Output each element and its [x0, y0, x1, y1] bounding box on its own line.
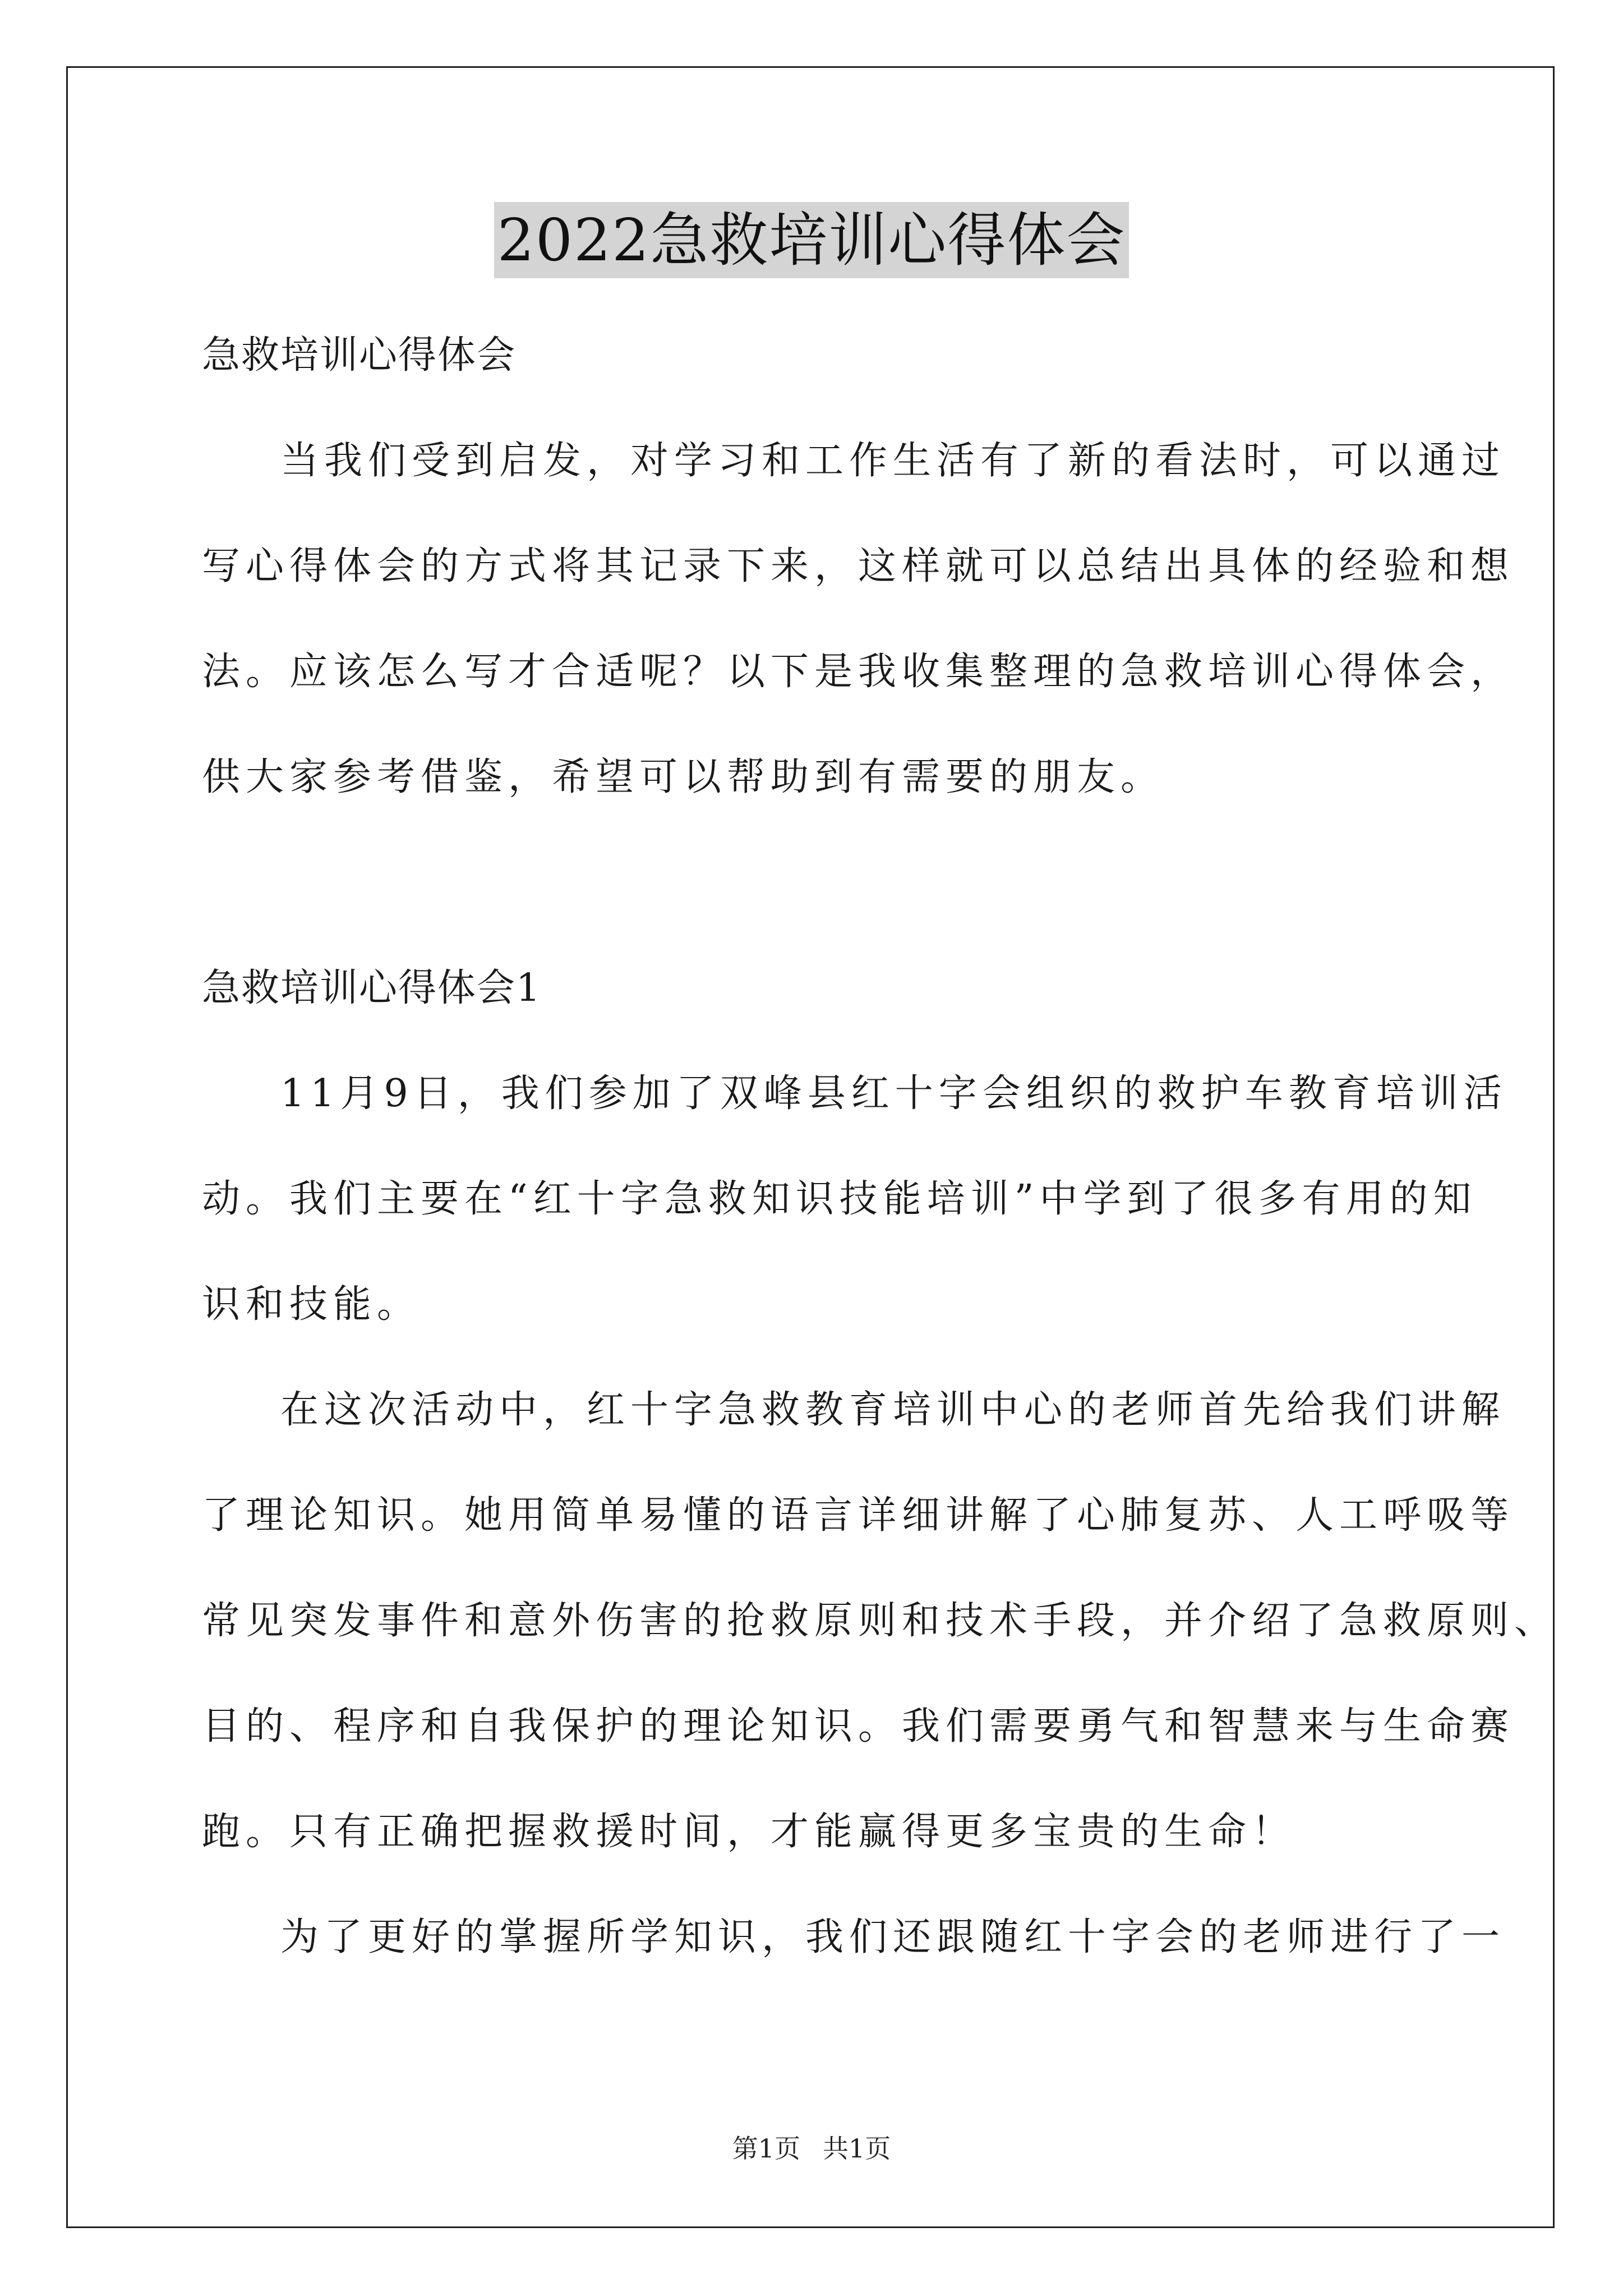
page-total: 共1页	[823, 2133, 891, 2164]
page-number: 第1页	[732, 2133, 800, 2164]
intro-line: 当我们受到启发，对学习和工作生活有了新的看法时，可以通过	[280, 439, 1506, 483]
subtitle: 急救培训心得体会	[202, 333, 517, 378]
intro-line: 写心得体会的方式将其记录下来，这样就可以总结出具体的经验和想	[202, 544, 1515, 588]
paragraph-line: 在这次活动中，红十字急救教育培训中心的老师首先给我们讲解	[280, 1388, 1506, 1432]
paragraph-line: 11月9日，我们参加了双峰县红十字会组织的救护车教育培训活	[280, 1071, 1507, 1116]
intro-line: 法。应该怎么写才合适呢？以下是我收集整理的急救培训心得体会，	[202, 650, 1515, 694]
paragraph-line: 了理论知识。她用简单易懂的语言详细讲解了心肺复苏、人工呼吸等	[202, 1493, 1515, 1538]
document-title: 2022急救培训心得体会	[494, 202, 1129, 278]
paragraph-line: 动。我们主要在“红十字急救知识技能培训”中学到了很多有用的知	[202, 1177, 1477, 1221]
section-heading: 急救培训心得体会1	[202, 966, 542, 1010]
paragraph-line: 常见突发事件和意外伤害的抢救原则和技术手段，并介绍了急救原则、	[202, 1599, 1559, 1643]
paragraph-line: 跑。只有正确把握救援时间，才能赢得更多宝贵的生命！	[202, 1810, 1296, 1854]
intro-line: 供大家参考借鉴，希望可以帮助到有需要的朋友。	[202, 755, 1165, 799]
page-footer	[0, 2132, 1623, 2165]
paragraph-line: 目的、程序和自我保护的理论知识。我们需要勇气和智慧来与生命赛	[202, 1704, 1515, 1749]
document-body	[202, 303, 1559, 1990]
paragraph-line: 识和技能。	[202, 1282, 421, 1327]
paragraph-line: 为了更好的掌握所学知识，我们还跟随红十字会的老师进行了一	[280, 1915, 1506, 1959]
spacer	[202, 830, 1469, 936]
title-container	[0, 202, 1623, 278]
